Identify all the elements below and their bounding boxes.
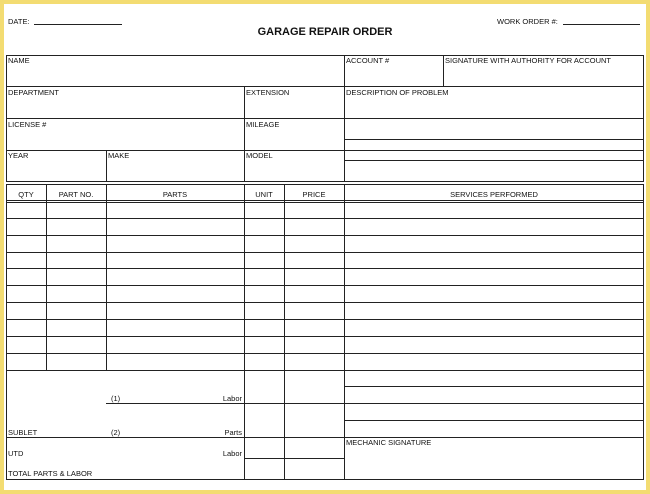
license-label: LICENSE #: [8, 120, 47, 129]
table-row: [6, 268, 644, 269]
description-label: DESCRIPTION OF PROBLEM: [346, 88, 449, 97]
name-label: NAME: [8, 56, 30, 65]
parts-label: Parts: [224, 428, 242, 437]
sublet-label: SUBLET: [8, 428, 38, 437]
utd-label: UTD: [8, 449, 24, 458]
column-header-price: PRICE: [302, 190, 326, 199]
table-row: [6, 218, 644, 219]
line-1-number: (1): [111, 394, 121, 403]
column-header-unit: UNIT: [255, 190, 273, 199]
column-header-services: SERVICES PERFORMED: [450, 190, 538, 199]
labor-label-2: Labor: [222, 449, 242, 458]
form-title: GARAGE REPAIR ORDER: [257, 26, 393, 38]
table-row: [6, 336, 644, 337]
signature-authority-label: SIGNATURE WITH AUTHORITY FOR ACCOUNT: [445, 56, 611, 65]
date-label: DATE:: [8, 17, 30, 26]
labor-label-1: Labor: [222, 394, 242, 403]
extension-label: EXTENSION: [246, 88, 290, 97]
table-row: [6, 370, 644, 371]
work-order-label: WORK ORDER #:: [497, 17, 558, 26]
table-row: [6, 285, 644, 286]
total-parts-labor-label: TOTAL PARTS & LABOR: [8, 469, 93, 478]
column-header-parts: PARTS: [162, 190, 188, 199]
table-row: [6, 353, 644, 354]
department-label: DEPARTMENT: [8, 88, 59, 97]
date-field[interactable]: [34, 24, 122, 25]
column-header-part-no: PART NO.: [58, 190, 94, 199]
year-label: YEAR: [8, 151, 29, 160]
table-row: [6, 302, 644, 303]
table-row: [6, 235, 644, 236]
model-label: MODEL: [246, 151, 273, 160]
mileage-label: MILEAGE: [246, 120, 280, 129]
work-order-field[interactable]: [563, 24, 640, 25]
mechanic-signature-label: MECHANIC SIGNATURE: [346, 438, 432, 447]
table-row: [6, 252, 644, 253]
column-header-qty: QTY: [18, 190, 34, 199]
make-label: MAKE: [108, 151, 130, 160]
parts-table: [6, 184, 644, 480]
repair-order-form: [4, 4, 646, 490]
line-2-number: (2): [111, 428, 121, 437]
account-label: ACCOUNT #: [346, 56, 390, 65]
table-row: [6, 319, 644, 320]
